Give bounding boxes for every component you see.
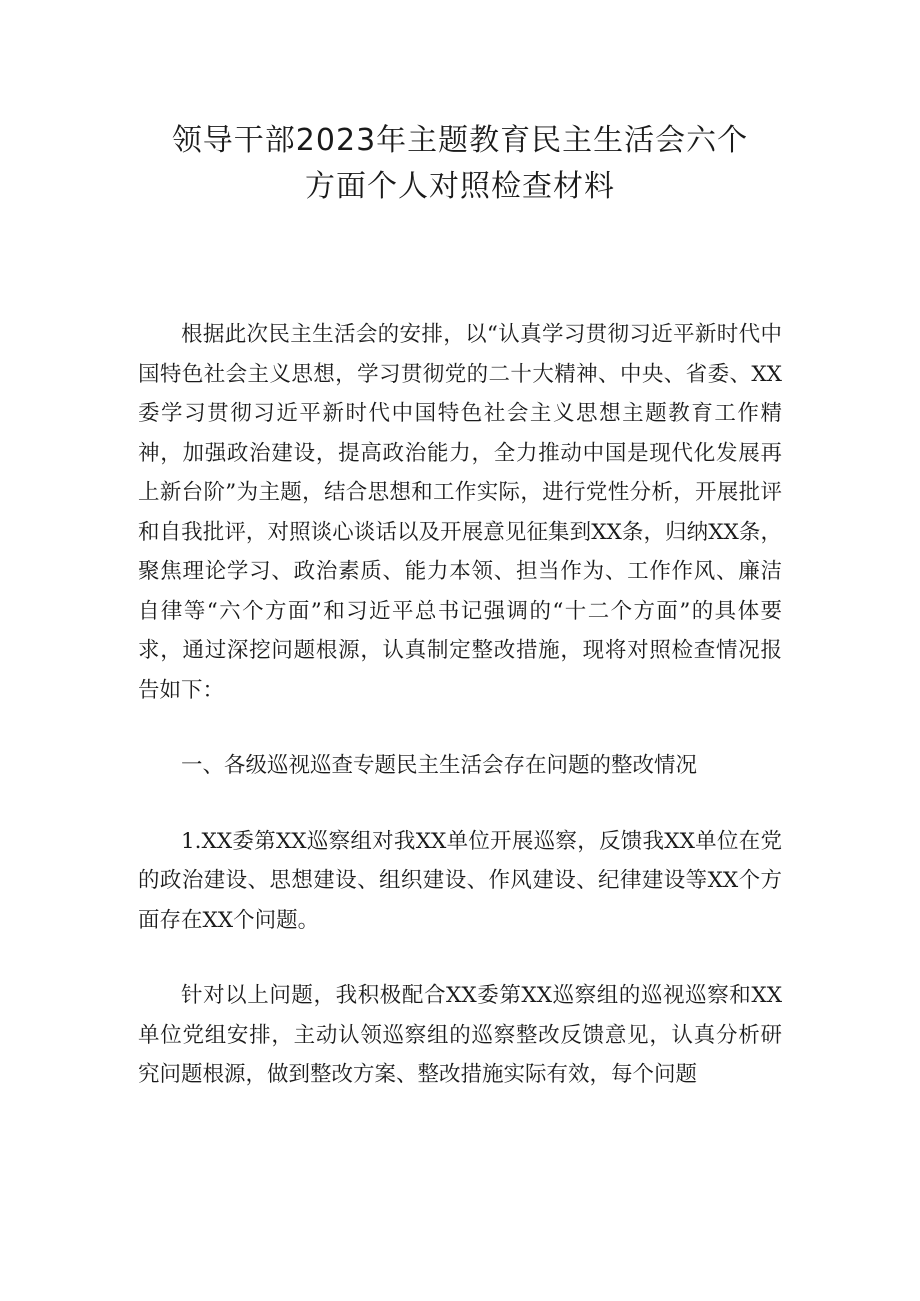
section-heading-1: 一、各级巡视巡查专题民主生活会存在问题的整改情况 [181,753,698,778]
document-title-line-2: 方面个人对照检查材料 [305,169,615,204]
followup-paragraph: 针对以上问题，我积极配合XX委第XX巡察组的巡视巡察和XX单位党组安排，主动认领巡察组的巡察整改反馈意见，认真分析研究问题根源，做到整改方案、整改措施实际有效，每个问题 [138,983,782,1087]
item-1-paragraph: 1.XX委第XX巡察组对我XX单位开展巡察，反馈我XX单位在党的政治建设、思想建设、组织建设、作风建设、纪律建设等XX个方面存在XX个问题。 [138,828,782,933]
document-title [138,118,782,210]
intro-paragraph: 根据此次民主生活会的安排，以“认真学习贯彻习近平新时代中国特色社会主义思想，学习贯彻党的二十大精神、中央、省委、XX委学习贯彻习近平新时代中国特色社会主义思想主题教育工作精神，加强政治建设，提高政治能力，全力推动中国是现代化发展再上新台阶”为主题，结合思想和工作实际，进行党性分析，开展批评和自我批评，对照谈心谈话以及开展意见征集到XX条，归纳XX条，聚焦理论学习、政治素质、能力本领、担当作为、工作作风、廉洁自律等“六个方面”和习近平总书记强调的“十二个方面”的具体要求，通过深挖问题根源，认真制定整改措施，现将对照检查情况报告如下： [138,322,782,703]
document-title-line-1: 领导干部2023年主题教育民主生活会六个 [171,123,749,158]
